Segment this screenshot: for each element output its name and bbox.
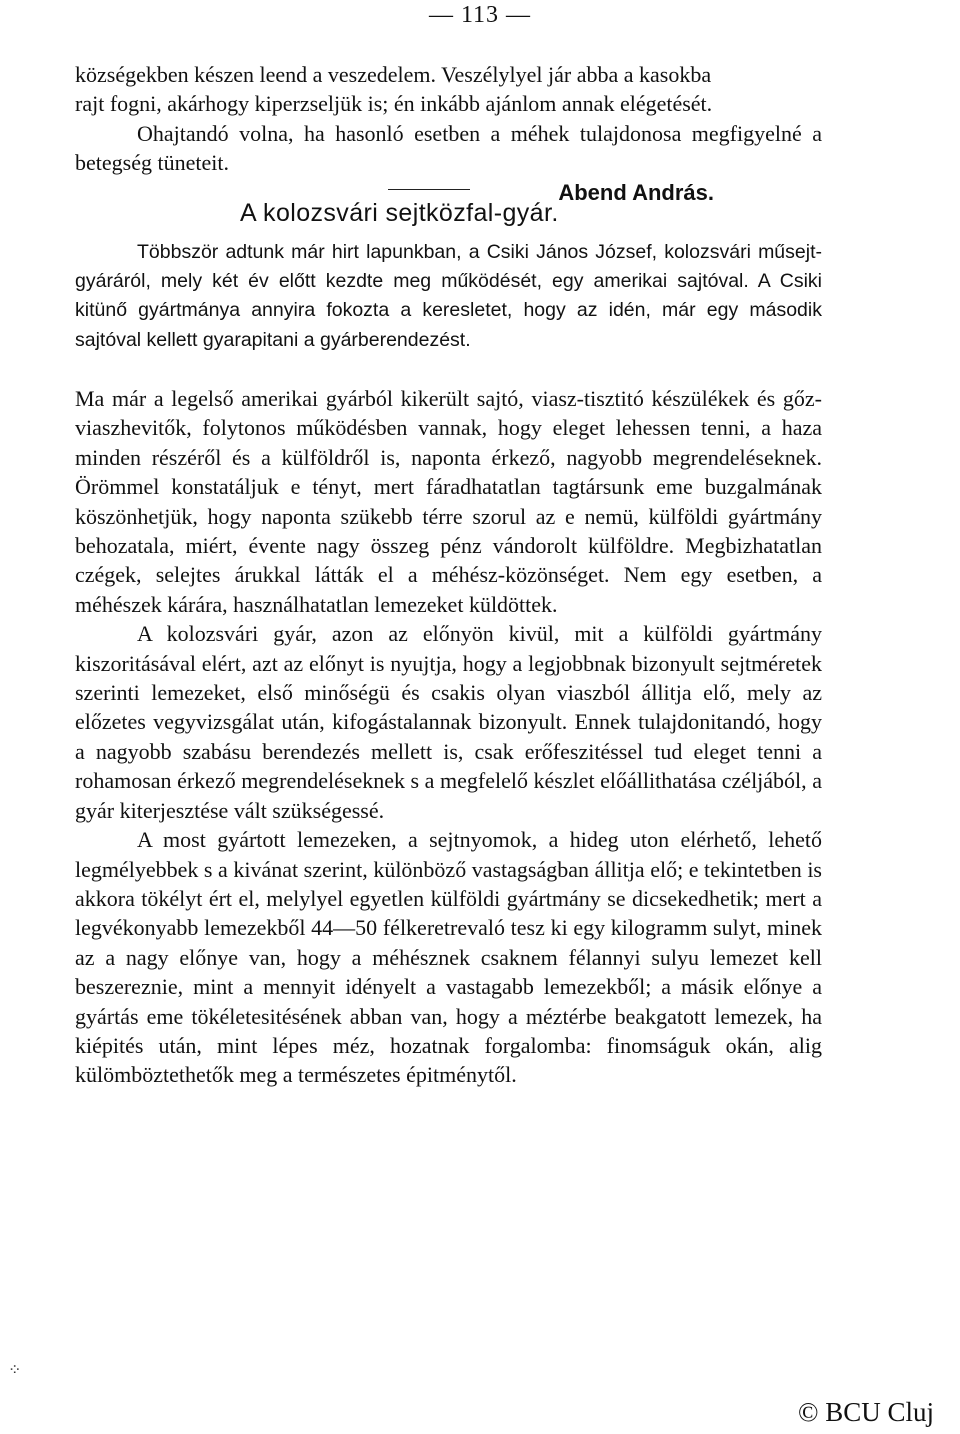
intro-paragraph — [75, 60, 822, 207]
author-signature: Abend András. — [558, 179, 714, 205]
intro-closing-text: Ohajtandó volna, ha hasonló esetben a méhek tulajdonosa megfigyelné a betegség tüneteit. — [75, 120, 822, 176]
intro-signoff — [75, 119, 822, 178]
copyright-watermark: © BCU Cluj — [797, 1397, 934, 1427]
section-divider — [388, 189, 470, 190]
intro-line: rajt fogni, akárhogy kiperzseljük is; én inkább ajánlom annak elégetését. — [75, 91, 713, 117]
article-title: A kolozsvári sejtközfal-gyár. — [240, 199, 559, 227]
article-paragraph-2: A kolozsvári gyár, azon az előnyön kivül, mit a külföldi gyártmány kiszoritásával elért, azt az előnyt is nyujtja, hogy a legjobbnak bizonyult sejtméretek szerinti lemezeket, első minőségü és csakis olyan viaszból állitja elő, mely az előzetes vegyvizsgálat után, kifogástalannak bizonyult. Ennek tulajdonitandó, hogy a nagyobb szabásu berendezés mellett is, csak erőfeszitéssel tud eleget tenni a rohamosan érkező megrendeléseknek s a megfelelő készlet előállithatása czéljából, a gyár kiterjesztése vált szükségessé. — [75, 621, 822, 823]
page-number: — 113 — — [428, 2, 532, 28]
article-paragraph-1-sans: Többször adtunk már hirt lapunkban, a Csiki János József, kolozsvári műsejt-gyáráról, mely két év előtt kezdte meg működését, egy amerikai sajtóval. A Csiki kitünő gyártmánya annyira fokozta a keresletet, hogy az idén, már egy második sajtóval kellett gyarapitani a gyárberendezést. — [75, 241, 822, 351]
article-paragraph-1-serif: Ma már a legelső amerikai gyárból kikerült sajtó, viasz-tisztitó készülékek és gőz-viaszhevitők, folytonos működésben vannak, hogy eleget lehessen tenni, a haza minden részéről és a külföldről is, naponta érkező, nagyobb megrendeléseknek. Örömmel konstatáljuk e tényt, mert fáradhatatlan tagtársunk eme buzgalmának köszönhetjük, hogy naponta szükebb térre szorul az e nemü, külföldi gyártmány behozatala, miért, évente nagy összeg pénz vándorolt külföldre. Megbizhatatlan czégek, selejtes árukkal látták el a méhész-közönséget. Nem egy esetben, a méhészek kárára, használhatatlan lemezeket küldöttek. — [75, 386, 822, 617]
article-paragraph-3: A most gyártott lemezeken, a sejtnyomok, a hideg uton elérhető, lehető legmélyebbek s a kivánat szerint, különböző vastagságban állitja elő; e tekintetben is akkora tökélyt ért el, melylyel egyetlen külföldi gyártmány se dicsekedhetik; mert a legvékonyabb lemezekből 44—50 félkeretrevaló tesz ki egy kilogramm sulyt, minek az a nagy előnye van, hogy a méhésznek csaknem félannyi sulyu lemezet kell beszereznie, mint a mennyit idényelt a vastagabb lemezekből; a másik előnye a gyártás eme tökéletesitésének abban van, hogy a méztérbe beakgatott lemezek, ha kiépités után, mint lépes méz, hozatnak forgalomba: finomságuk okán, alig külömböztethetők meg a természetes épitménytől. — [75, 827, 822, 1088]
scan-speck: ⁘ — [8, 1362, 22, 1379]
intro-line: községekben készen leend a veszedelem. Veszélylyel jár abba a kasokba — [75, 62, 712, 87]
article-body — [75, 384, 822, 1090]
